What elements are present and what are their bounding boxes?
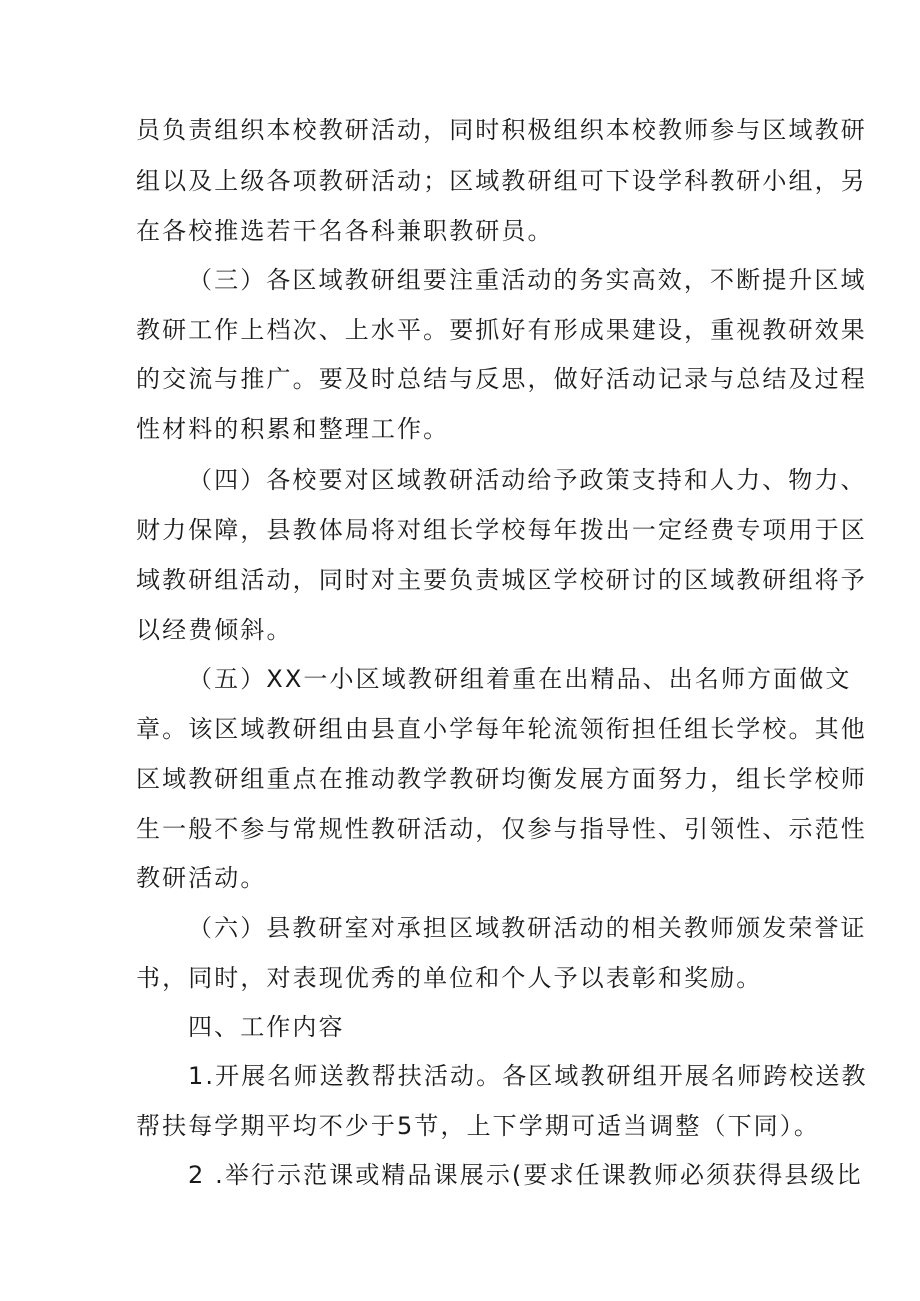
text-line: 组以及上级各项教研活动；区域教研组可下设学科教研小组，另: [136, 167, 867, 195]
text-line: 员负责组织本校教研活动，同时积极组织本校教师参与区域教研: [136, 116, 867, 144]
text-line: 教研活动。: [136, 864, 267, 892]
text-line: 的交流与推广。要及时总结与反思，做好活动记录与总结及过程: [136, 365, 867, 393]
text-line: （四）各校要对区域教研活动给予政策支持和人力、物力、: [188, 466, 867, 494]
section-heading: 四、工作内容: [188, 1013, 345, 1041]
text-line: 性材料的积累和整理工作。: [136, 415, 450, 443]
text-line: 1.开展名师送教帮扶活动。各区域教研组开展名师跨校送教: [188, 1062, 868, 1090]
text-line: （六）县教研室对承担区域教研活动的相关教师颁发荣誉证: [188, 914, 867, 942]
text-line: 章。该区域教研组由县直小学每年轮流领衔担任组长学校。其他: [136, 715, 867, 743]
text-line: 教研工作上档次、上水平。要抓好有形成果建设，重视教研效果: [136, 316, 867, 344]
text-line: 以经费倾斜。: [136, 616, 293, 644]
text-line: 在各校推选若干名各科兼职教研员。: [136, 217, 554, 245]
text-line: 生一般不参与常规性教研活动，仅参与指导性、引领性、示范性: [136, 815, 867, 843]
text-line: 帮扶每学期平均不少于5节，上下学期可适当调整（下同）。: [136, 1112, 820, 1140]
text-line: 区域教研组重点在推动教学教研均衡发展方面努力，组长学校师: [136, 765, 867, 793]
text-line: 2 .举行示范课或精品课展示(要求任课教师必须获得县级比: [188, 1161, 863, 1189]
text-line: 书，同时，对表现优秀的单位和个人予以表彰和奖励。: [136, 964, 763, 992]
text-line: （五）XX一小区域教研组着重在出精品、出名师方面做文: [188, 665, 852, 693]
text-line: （三）各区域教研组要注重活动的务实高效，不断提升区域: [188, 266, 867, 294]
text-line: 财力保障，县教体局将对组长学校每年拨出一定经费专项用于区: [136, 516, 867, 544]
text-line: 域教研组活动，同时对主要负责城区学校研讨的区域教研组将予: [136, 566, 867, 594]
